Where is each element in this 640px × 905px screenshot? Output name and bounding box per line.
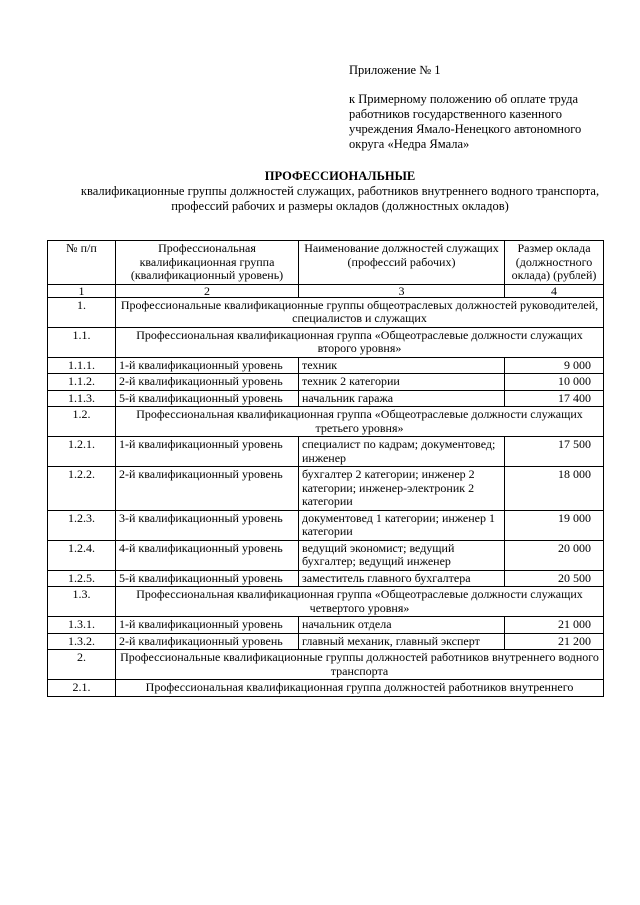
- group-title: Профессиональная квалификационная группа «Общеотраслевые должности служащих четвертого уровня»: [116, 587, 604, 617]
- table-row: [48, 570, 604, 587]
- qualification-level: 1-й квалификационный уровень: [116, 437, 299, 467]
- salary-amount: 19 000: [505, 510, 604, 540]
- salary-amount: 21 200: [505, 633, 604, 650]
- position-names: ведущий экономист; ведущий бухгалтер; ведущий инженер: [299, 540, 505, 570]
- document-heading: ПРОФЕССИОНАЛЬНЫЕ: [264, 169, 416, 183]
- row-number: 1.1.2.: [48, 374, 116, 391]
- row-number: 2.1.: [48, 680, 116, 697]
- qualification-level: 5-й квалификационный уровень: [116, 390, 299, 407]
- row-number: 1.1.3.: [48, 390, 116, 407]
- table-row: [48, 510, 604, 540]
- position-names: специалист по кадрам; документовед; инженер: [299, 437, 505, 467]
- document-subheading: квалификационные группы должностей служащих, работников внутреннего водного транспорта, профессий рабочих и размеры окладов (должностных окладов): [80, 184, 600, 213]
- header-group: Профессиональная квалификационная группа (квалификационный уровень): [116, 241, 299, 285]
- row-number: 1.2.5.: [48, 570, 116, 587]
- table-row: [48, 297, 604, 327]
- qualification-level: 3-й квалификационный уровень: [116, 510, 299, 540]
- qualification-level: 1-й квалификационный уровень: [116, 357, 299, 374]
- row-number: 1.1.1.: [48, 357, 116, 374]
- column-number: 1: [48, 284, 116, 297]
- row-number: 1.3.1.: [48, 617, 116, 634]
- salary-amount: 18 000: [505, 467, 604, 511]
- appendix-title: Приложение № 1: [349, 63, 441, 77]
- position-names: начальник отдела: [299, 617, 505, 634]
- row-number: 1.: [48, 297, 116, 327]
- row-number: 2.: [48, 650, 116, 680]
- salary-amount: 9 000: [505, 357, 604, 374]
- row-number: 1.2.3.: [48, 510, 116, 540]
- salary-amount: 17 500: [505, 437, 604, 467]
- row-number: 1.2.2.: [48, 467, 116, 511]
- table-row: [48, 540, 604, 570]
- table-header-row: [48, 241, 604, 285]
- table-row: [48, 680, 604, 697]
- table-row: [48, 650, 604, 680]
- salary-amount: 20 000: [505, 540, 604, 570]
- row-number: 1.3.2.: [48, 633, 116, 650]
- salary-amount: 21 000: [505, 617, 604, 634]
- group-title: Профессиональная квалификационная группа должностей работников внутреннего: [116, 680, 604, 697]
- table-row: [48, 327, 604, 357]
- table-row: [48, 587, 604, 617]
- qualification-level: 4-й квалификационный уровень: [116, 540, 299, 570]
- header-number: № п/п: [48, 241, 116, 285]
- qualification-level: 5-й квалификационный уровень: [116, 570, 299, 587]
- row-number: 1.3.: [48, 587, 116, 617]
- qualification-level: 2-й квалификационный уровень: [116, 467, 299, 511]
- qualification-level: 1-й квалификационный уровень: [116, 617, 299, 634]
- row-number: 1.2.1.: [48, 437, 116, 467]
- salary-amount: 17 400: [505, 390, 604, 407]
- salary-amount: 10 000: [505, 374, 604, 391]
- column-number-row: [48, 284, 604, 297]
- header-positions: Наименование должностей служащих (профессий рабочих): [299, 241, 505, 285]
- position-names: заместитель главного бухгалтера: [299, 570, 505, 587]
- qualification-level: 2-й квалификационный уровень: [116, 374, 299, 391]
- group-title: Профессиональная квалификационная группа «Общеотраслевые должности служащих второго уровня»: [116, 327, 604, 357]
- group-title: Профессиональные квалификационные группы общеотраслевых должностей руководителей, специалистов и служащих: [116, 297, 604, 327]
- table-row: [48, 374, 604, 391]
- table-row: [48, 390, 604, 407]
- position-names: техник: [299, 357, 505, 374]
- column-number: 3: [299, 284, 505, 297]
- group-title: Профессиональные квалификационные группы должностей работников внутреннего водного транспорта: [116, 650, 604, 680]
- appendix-reference: к Примерному положению об оплате труда работников государственного казенного учреждения Ямало-Ненецкого автономного округа «Недра Ямала»: [349, 92, 582, 151]
- header-salary: Размер оклада (должностного оклада) (рублей): [505, 241, 604, 285]
- position-names: техник 2 категории: [299, 374, 505, 391]
- position-names: главный механик, главный эксперт: [299, 633, 505, 650]
- table-row: [48, 617, 604, 634]
- salary-table: [47, 240, 604, 697]
- group-title: Профессиональная квалификационная группа «Общеотраслевые должности служащих третьего уровня»: [116, 407, 604, 437]
- table-row: [48, 437, 604, 467]
- row-number: 1.2.4.: [48, 540, 116, 570]
- table-row: [48, 357, 604, 374]
- table-row: [48, 407, 604, 437]
- table-row: [48, 467, 604, 511]
- row-number: 1.1.: [48, 327, 116, 357]
- column-number: 4: [505, 284, 604, 297]
- salary-amount: 20 500: [505, 570, 604, 587]
- column-number: 2: [116, 284, 299, 297]
- row-number: 1.2.: [48, 407, 116, 437]
- position-names: начальник гаража: [299, 390, 505, 407]
- table-row: [48, 633, 604, 650]
- position-names: бухгалтер 2 категории; инженер 2 категории; инженер-электроник 2 категории: [299, 467, 505, 511]
- qualification-level: 2-й квалификационный уровень: [116, 633, 299, 650]
- position-names: документовед 1 категории; инженер 1 категории: [299, 510, 505, 540]
